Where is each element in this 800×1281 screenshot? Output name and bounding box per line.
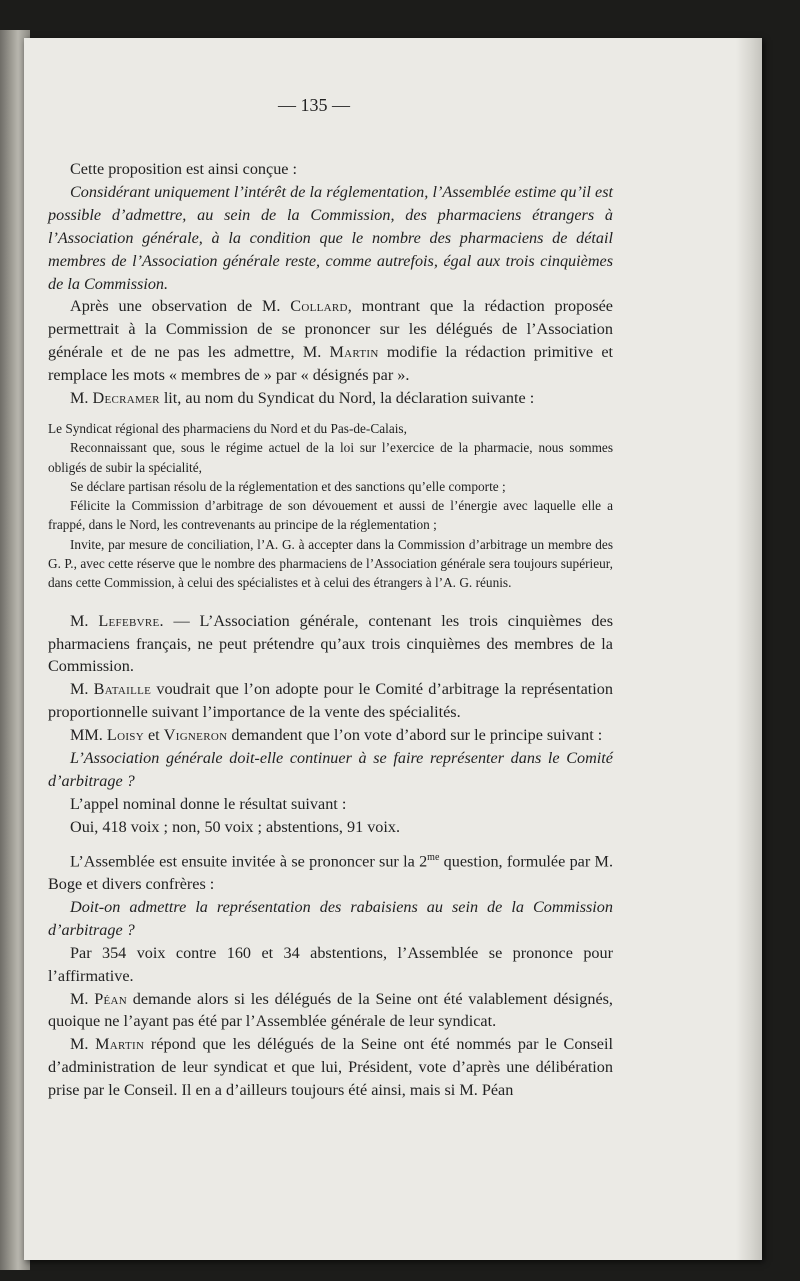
question-text: L’Association générale doit-elle continuer à se faire représenter dans le Comité d’arbitrage ? xyxy=(48,749,613,790)
declaration-line: Le Syndicat régional des pharmaciens du Nord et du Pas-de-Calais, xyxy=(48,420,407,436)
vote-result: Oui, 418 voix ; non, 50 voix ; abstentions, 91 voix. xyxy=(70,817,401,836)
speaker-name: Martin xyxy=(95,1035,145,1054)
paragraph: Cette proposition est ainsi conçue : xyxy=(70,160,298,178)
page-curl-shadow xyxy=(736,38,762,1260)
speaker-name: Decramer xyxy=(92,389,160,408)
speaker-name: Bataille xyxy=(93,680,152,699)
declaration-line: Se déclare partisan résolu de la réglementation et des sanctions qu’elle comporte ; xyxy=(70,478,506,494)
page-number: — 135 — xyxy=(278,95,350,115)
paragraph: L’appel nominal donne le résultat suivant : xyxy=(70,794,347,813)
paragraph: M. Péan demande alors si les délégués de la Seine ont été valablement désignés, quoique ne l’ayant pas été par l’Assemblée générale de leur syndicat. xyxy=(48,989,613,1031)
page-body xyxy=(48,158,613,1102)
paragraph: MM. Loisy et Vigneron demandent que l’on vote d’abord sur le principe suivant : xyxy=(70,726,603,745)
declaration-line: Reconnaissant que, sous le régime actuel de la loi sur l’exercice de la pharmacie, nous sommes obligés de subir la spécialité, xyxy=(48,440,613,475)
speaker-name: Martin xyxy=(329,343,379,362)
paragraph: M. Lefebvre. — L’Association générale, contenant les trois cinquièmes des pharmaciens français, ne peut prétendre qu’aux trois cinquièmes des membres de la Commission. xyxy=(48,611,613,676)
speaker-name: Loisy xyxy=(106,726,144,745)
speaker-name: Vigneron xyxy=(163,726,228,745)
paragraph: L’Assemblée est ensuite invitée à se prononcer sur la $2^{me}$ question, formulée par M. Boge et divers confrères : xyxy=(48,851,613,893)
vote-result: Par 354 voix contre 160 et 34 abstentions, l’Assemblée se prononce pour l’affirmative. xyxy=(48,943,613,985)
paragraph: Après une observation de M. Collard, montrant que la rédaction proposée permettrait à la Commission de se prononcer sur les délégués de l’Association générale et de ne pas les admettre, M. Martin modifie la rédaction primitive et remplace les mots « membres de » par « désignés par ». xyxy=(48,297,613,385)
resolution-text: Considérant uniquement l’intérêt de la réglementation, l’Assemblée estime qu’il est possible d’admettre, au sein de la Commission, des pharmaciens étrangers à l’Association générale, à la condition que le nombre des pharmaciens de détail membres de l’Association générale reste, comme autrefois, égal aux trois cinquièmes de la Commission. xyxy=(48,182,613,293)
declaration-block xyxy=(48,419,613,593)
paragraph: M. Martin répond que les délégués de la Seine ont été nommés par le Conseil d’administration de leur syndicat et que lui, Président, vote d’après une délibération prise par le Conseil. Il en a d’ailleurs toujours été ainsi, mais si M. Péan xyxy=(48,1035,613,1100)
speaker-name: Collard xyxy=(290,297,348,316)
speaker-name: Péan xyxy=(94,989,128,1008)
paragraph: M. Decramer lit, au nom du Syndicat du Nord, la déclaration suivante : xyxy=(70,389,535,408)
declaration-line: Invite, par mesure de conciliation, l’A. G. à accepter dans la Commission d’arbitrage un membre des G. P., avec cette réserve que le nombre des pharmaciens de l’Association générale sera toujours supérieur, dans cette Commission, à celui des spécialistes et à celui des étrangers à l’A. G. réunis. xyxy=(48,536,613,591)
declaration-line: Félicite la Commission d’arbitrage de son dévouement et aussi de l’énergie avec laquelle elle a frappé, dans le Nord, les contrevenants au principe de la réglementation ; xyxy=(48,498,613,533)
speaker-name: Lefebvre xyxy=(98,611,160,630)
question-text: Doit-on admettre la représentation des rabaisiens au sein de la Commission d’arbitrage ? xyxy=(48,897,613,939)
paragraph: M. Bataille voudrait que l’on adopte pour le Comité d’arbitrage la représentation proportionnelle suivant l’importance de la vente des spécialités. xyxy=(48,680,613,722)
